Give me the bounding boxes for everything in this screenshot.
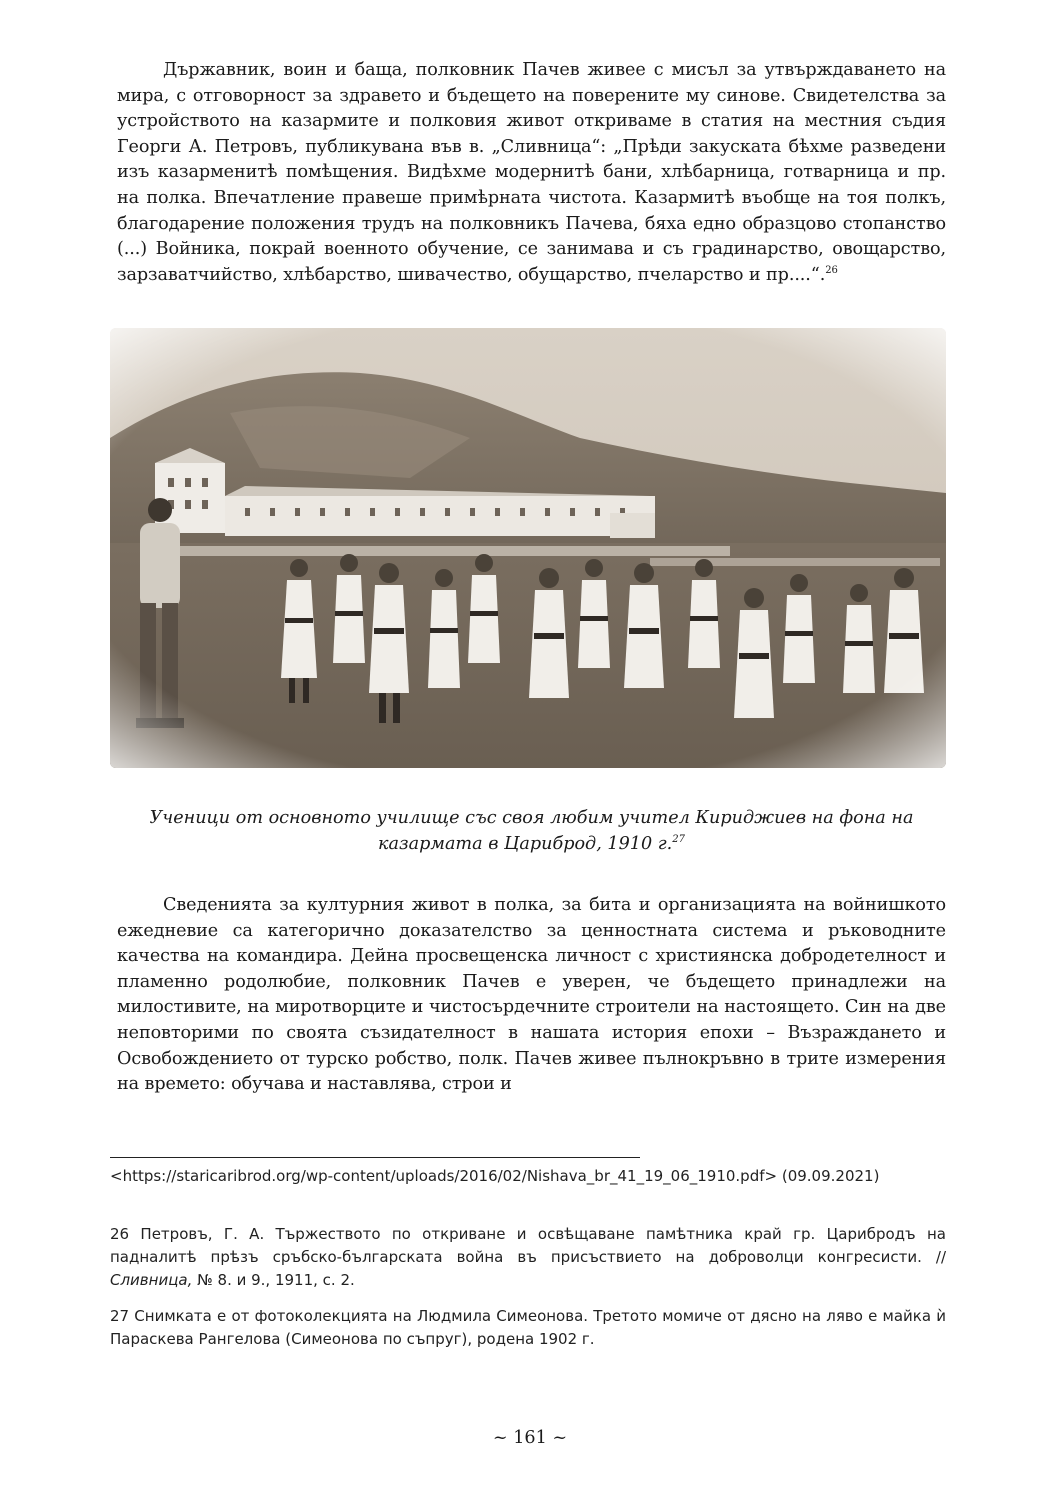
footnote-26-source: Сливница, [110, 1271, 193, 1289]
historical-photo [110, 328, 946, 768]
body-paragraph-1 [117, 58, 946, 288]
body-paragraph-2: Сведенията за културния живот в полка, за бита и организацията на войнишкото ежедневие са категорично доказателство за ценностната система и ръководните качества на командира. Дейна просвещенска личност с християнска добродетелност и пламенно родолюбие, полковник Пачев е уверен, че бъдещето принадлежи на милостивите, на миротворците и чистосърдечните строители на настоящето. Син на две неповторими по своята съзидателност в нашата история епохи – Възраждането и Освобождението от турско робство, полк. Пачев живее пълнокръвно в трите измерения на времето: обучава и наставлява, строи и [117, 895, 946, 1095]
caption-line-1: Ученици от основното училище със своя любим учител Кириджиев на фона на [149, 808, 914, 828]
footnote-26-issue: № 8. и 9., 1911, с. 2. [192, 1271, 355, 1289]
photo-schoolgirls-barracks [110, 328, 946, 768]
footnote-url[interactable]: <https://staricaribrod.org/wp-content/uploads/2016/02/Nishava_br_41_19_06_1910.pdf> (09.09.2021) [110, 1167, 880, 1185]
page-number: ~ 161 ~ [492, 1428, 568, 1448]
footnote-26 [110, 1223, 946, 1292]
paragraph-1-text: Държавник, воин и баща, полковник Пачев живее с мисъл за утвърждаването на мира, с отговорност за здравето и бъдещето на поверените му синове. Свидетелства за устройството на казармите и полковия живот откриваме в статия на местния съдия Георги А. Петровъ, публикувана във в. „Сливница“: „Прѣди закуската бѣхме разведени изъ казарменитѣ помѣщения. Видѣхме модернитѣ бани, хлѣбарница, готварница и пр. на полка. Впечатление правеше примѣрната чистота. Казармитѣ въобще на тоя полкъ, благодарение положения трудъ на полковникъ Пачева, бяха едно образцово стопанство (...) Войника, покрай военното обучение, се занимава и съ градинарство, овощарство, зарзаватчийство, хлѣбарство, шивачество, обущарство, пчеларство и пр....“. [117, 60, 946, 285]
caption-line-2-text: казармата в Цариброд, 1910 г. [378, 833, 673, 854]
figure-caption [117, 806, 946, 857]
footnote-27: 27 Снимката е от фотоколекцията на Людмила Симеонова. Третото момиче от дясно на ляво е майка ѝ Параскева Рангелова (Симеонова по съпруг), родена 1902 г. [110, 1307, 946, 1348]
footnote-ref-27[interactable]: 27 [672, 833, 685, 845]
footnote-separator [110, 1157, 640, 1158]
footnote-ref-26[interactable]: 26 [825, 264, 838, 276]
footnote-26-text: 26 Петровъ, Г. А. Тържеството по откриване и освѣщаване памѣтника край гр. Царибродъ на падналитѣ прѣзъ сръбско-българската война въ присъствието на доброволци конгресисти. // [110, 1225, 946, 1266]
caption-line-2 [117, 832, 946, 858]
